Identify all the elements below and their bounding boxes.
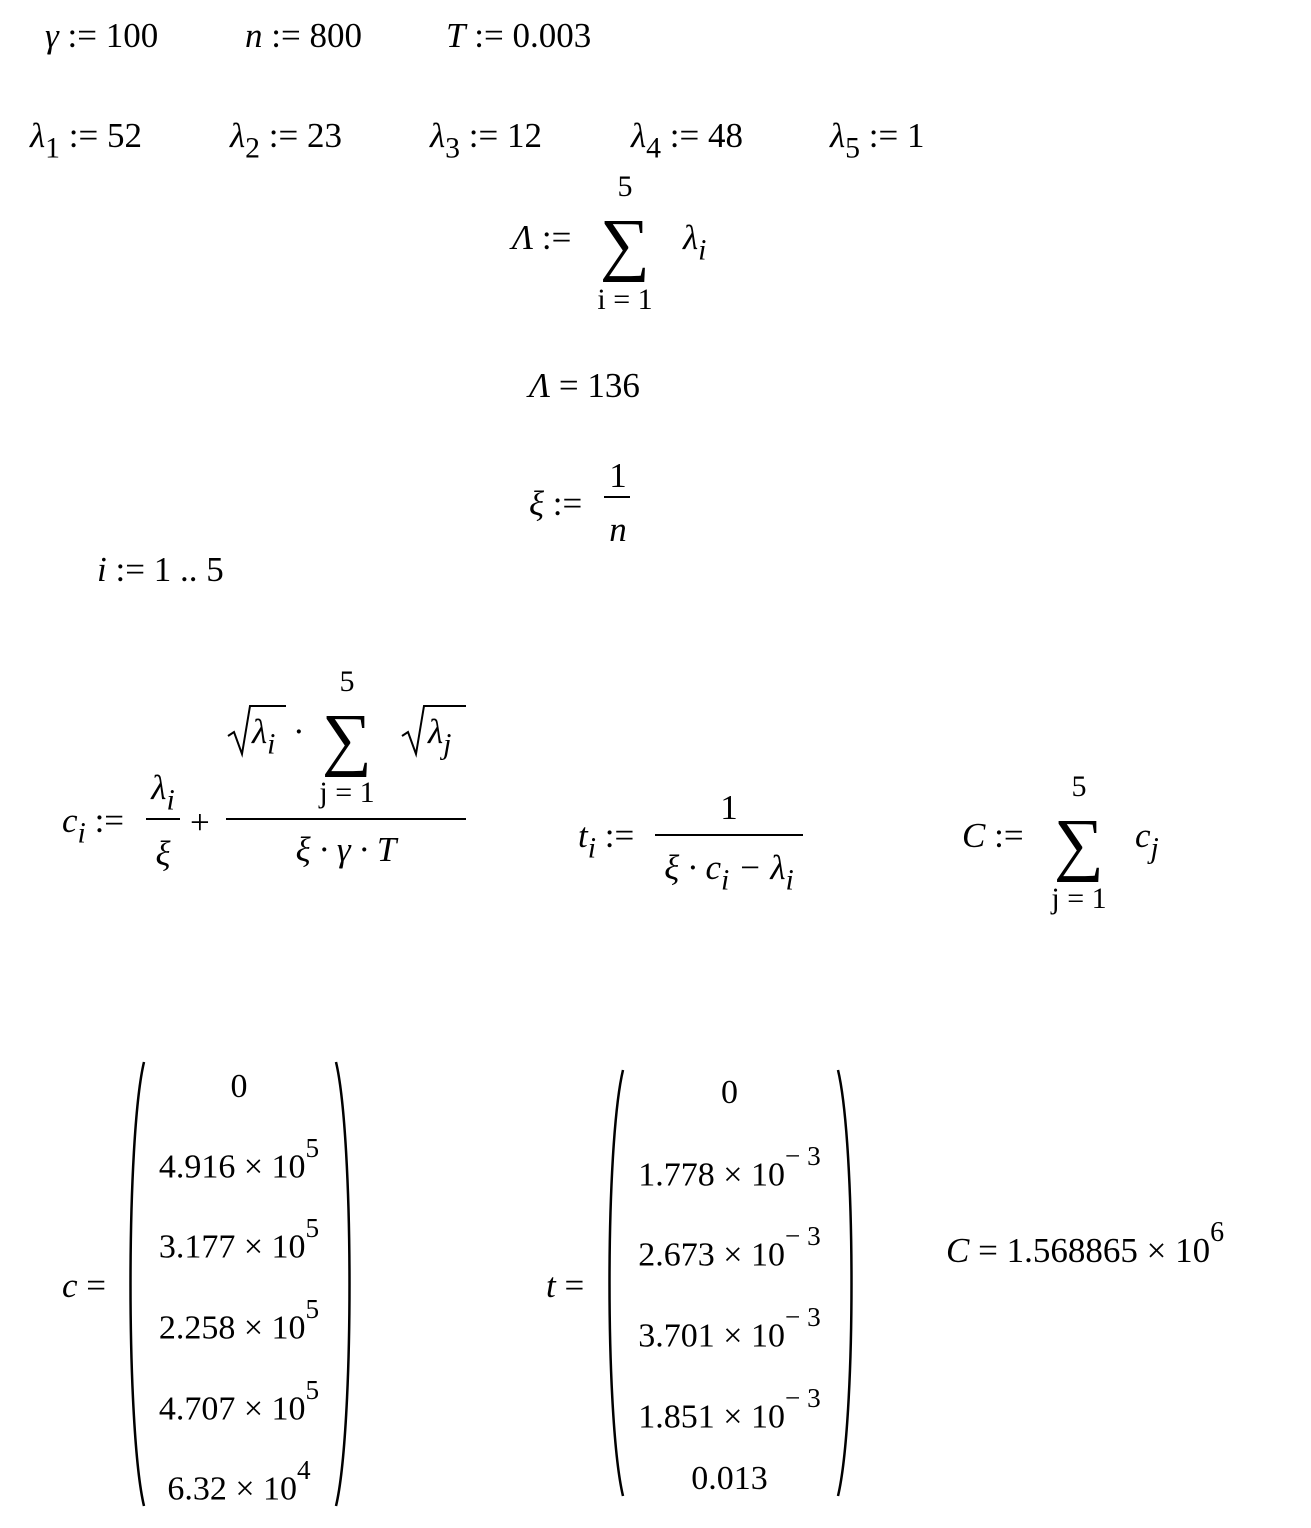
summation-icon: ∑ xyxy=(322,701,372,778)
base: 10 xyxy=(750,1156,785,1194)
n-symbol: n xyxy=(245,16,263,55)
xi-denominator: n xyxy=(609,510,627,549)
lambda-value: 52 xyxy=(107,116,143,155)
lambda-subscript: 1 xyxy=(45,131,61,165)
mantissa: 1.778 xyxy=(638,1156,715,1194)
base: 10 xyxy=(271,1390,306,1428)
assign-operator: := xyxy=(541,218,572,257)
t-vector-cell xyxy=(625,1074,834,1112)
lambda4-definition[interactable] xyxy=(631,116,744,165)
c-symbol: c xyxy=(1135,816,1151,855)
t-vector xyxy=(625,1066,834,1500)
lambda-symbol: λ xyxy=(430,116,446,155)
times-operator: × xyxy=(1146,1231,1167,1270)
range-definition[interactable] xyxy=(97,552,224,587)
sum-lower-limit: i = 1 xyxy=(597,283,653,316)
assign-operator: := xyxy=(604,816,635,855)
index-subscript: i xyxy=(267,727,276,761)
mantissa: 3.177 xyxy=(158,1228,236,1266)
lambda-symbol: λ xyxy=(428,712,444,751)
equals-operator: = xyxy=(558,366,579,405)
den-difference: − λ xyxy=(729,848,786,887)
range-variable: i xyxy=(97,550,107,589)
lambda-subscript: 5 xyxy=(845,131,861,165)
base: 10 xyxy=(1175,1231,1211,1270)
assign-operator: := xyxy=(67,16,98,55)
T-symbol: T xyxy=(446,16,466,55)
lambda-symbol: λ xyxy=(30,116,46,155)
c-vector-cell xyxy=(146,1133,332,1186)
gamma-value: 100 xyxy=(105,16,159,55)
exponent: 5 xyxy=(305,1213,320,1243)
t-symbol: t xyxy=(546,1266,556,1305)
index-subscript: i xyxy=(166,783,175,817)
exponent: − 3 xyxy=(784,1221,821,1251)
assign-operator: := xyxy=(94,801,125,840)
lambda-symbol: λ xyxy=(252,712,268,751)
right-paren-icon xyxy=(834,1066,858,1500)
plus-operator: + xyxy=(190,803,210,842)
t-vector-cell xyxy=(625,1460,834,1498)
assign-operator: := xyxy=(271,16,301,55)
lambda-symbol: λ xyxy=(683,218,699,257)
mantissa: 6.32 xyxy=(167,1470,227,1508)
exponent: 5 xyxy=(305,1133,320,1163)
index-subscript: i xyxy=(77,816,86,850)
Lambda-symbol: Λ xyxy=(512,218,534,257)
C-result[interactable] xyxy=(946,1217,1225,1270)
exponent: − 3 xyxy=(784,1141,821,1171)
mantissa: 2.258 xyxy=(158,1309,236,1347)
sqrt-lambda-i-radicand xyxy=(252,712,276,761)
assign-operator: := xyxy=(669,116,700,155)
frac1-numerator xyxy=(146,768,180,817)
den-product: ξ · c xyxy=(664,848,721,887)
mantissa: 1.851 xyxy=(638,1398,715,1436)
index-subscript: j xyxy=(443,727,452,761)
xi-definition-lhs[interactable] xyxy=(529,486,582,521)
Lambda-result[interactable] xyxy=(529,368,640,403)
t-result-lhs xyxy=(546,1268,584,1303)
lambda-subscript: 2 xyxy=(245,131,261,165)
gamma-definition[interactable] xyxy=(45,18,158,53)
base: 10 xyxy=(263,1470,298,1508)
frac1-denominator: ξ xyxy=(155,834,171,873)
index-subscript: j xyxy=(1150,831,1159,865)
t-lhs xyxy=(578,816,635,865)
t-symbol: t xyxy=(578,816,588,855)
times-operator: × xyxy=(243,1148,264,1186)
n-value: 800 xyxy=(309,16,362,55)
dot-operator: · xyxy=(293,712,305,751)
t-vector-cell xyxy=(625,1302,834,1355)
left-paren-icon xyxy=(603,1066,627,1500)
times-operator: × xyxy=(243,1309,264,1347)
lambda1-definition[interactable] xyxy=(30,116,143,165)
t-denominator xyxy=(655,848,803,897)
assign-operator: := xyxy=(68,116,99,155)
equals-operator: = xyxy=(978,1231,998,1270)
c-symbol: c xyxy=(62,801,78,840)
equals-operator: = xyxy=(86,1266,107,1305)
times-operator: × xyxy=(235,1470,255,1508)
assign-operator: := xyxy=(115,550,145,589)
xi-symbol: ξ xyxy=(529,484,544,523)
t-numerator: 1 xyxy=(720,788,738,827)
lambda-value: 48 xyxy=(708,116,744,155)
c-lhs xyxy=(62,801,125,850)
c-symbol: c xyxy=(62,1266,78,1305)
mantissa: 1.568865 xyxy=(1006,1231,1138,1270)
exponent: − 3 xyxy=(784,1383,821,1413)
base: 10 xyxy=(271,1309,306,1347)
c-vector-cell xyxy=(146,1455,332,1508)
base: 10 xyxy=(750,1317,785,1355)
mantissa: 4.707 xyxy=(158,1390,236,1428)
sum-term xyxy=(1135,816,1159,865)
fraction-bar xyxy=(146,818,180,820)
c-vector xyxy=(146,1058,332,1510)
fraction-bar xyxy=(604,496,630,498)
C-symbol: C xyxy=(946,1231,970,1270)
xi-numerator: 1 xyxy=(609,456,627,495)
lambda5-definition[interactable] xyxy=(830,116,925,165)
lambda-value: 12 xyxy=(507,116,543,155)
sum-term xyxy=(683,218,707,267)
T-definition[interactable] xyxy=(446,18,591,53)
index-subscript: i xyxy=(587,831,596,865)
range-value: 1 .. 5 xyxy=(153,550,224,589)
lambda-symbol: λ xyxy=(230,116,246,155)
mantissa: 0 xyxy=(721,1074,738,1111)
times-operator: × xyxy=(723,1317,743,1355)
T-value: 0.003 xyxy=(512,16,592,55)
fraction-bar xyxy=(655,834,803,836)
base: 10 xyxy=(750,1236,785,1274)
Lambda-symbol: Λ xyxy=(529,366,551,405)
index-subscript: i xyxy=(698,233,707,267)
t-vector-cell xyxy=(625,1383,834,1436)
sum-lower-limit: j = 1 xyxy=(319,776,375,809)
Lambda-sum-lhs[interactable] xyxy=(512,220,571,255)
mantissa: 0 xyxy=(230,1068,248,1105)
assign-operator: := xyxy=(468,116,499,155)
lambda2-definition[interactable] xyxy=(230,116,343,165)
sum-upper-limit: 5 xyxy=(617,170,633,203)
lambda-subscript: 4 xyxy=(646,131,662,165)
C-lhs xyxy=(962,818,1024,853)
index-subscript: i xyxy=(720,863,730,897)
frac2-denominator: ξ · γ · T xyxy=(295,830,397,869)
assign-operator: := xyxy=(552,484,583,523)
mantissa: 0.013 xyxy=(691,1460,768,1497)
times-operator: × xyxy=(723,1398,743,1436)
lambda-subscript: 3 xyxy=(445,131,461,165)
C-symbol: C xyxy=(962,816,986,855)
gamma-symbol: γ xyxy=(45,16,59,55)
sum-upper-limit: 5 xyxy=(339,665,355,698)
summation-icon: ∑ xyxy=(1054,806,1104,883)
mantissa: 3.701 xyxy=(638,1317,715,1355)
sum-upper-limit: 5 xyxy=(1071,770,1087,803)
equals-operator: = xyxy=(564,1266,585,1305)
exponent: 4 xyxy=(297,1455,311,1485)
c-vector-cell xyxy=(146,1213,332,1266)
times-operator: × xyxy=(243,1228,264,1266)
right-paren-icon xyxy=(332,1058,356,1510)
c-vector-cell xyxy=(146,1068,332,1106)
base: 10 xyxy=(271,1228,306,1266)
base: 10 xyxy=(271,1148,306,1186)
lambda3-definition[interactable] xyxy=(430,116,543,165)
assign-operator: := xyxy=(268,116,299,155)
mantissa: 2.673 xyxy=(638,1236,715,1274)
t-vector-cell xyxy=(625,1141,834,1194)
mantissa: 4.916 xyxy=(158,1148,236,1186)
times-operator: × xyxy=(723,1236,743,1274)
base: 10 xyxy=(750,1398,785,1436)
left-paren-icon xyxy=(124,1058,148,1510)
exponent: 6 xyxy=(1210,1217,1225,1248)
lambda-value: 23 xyxy=(307,116,343,155)
times-operator: × xyxy=(243,1390,264,1428)
assign-operator: := xyxy=(474,16,504,55)
lambda-symbol: λ xyxy=(631,116,647,155)
exponent: − 3 xyxy=(784,1302,821,1332)
c-result-lhs xyxy=(62,1268,106,1303)
sqrt-lambda-j-radicand xyxy=(428,712,452,761)
n-definition[interactable] xyxy=(245,18,362,53)
fraction-bar xyxy=(226,818,466,820)
times-operator: × xyxy=(723,1156,743,1194)
lambda-value: 1 xyxy=(907,116,925,155)
summation-icon: ∑ xyxy=(600,206,650,283)
lambda-symbol: λ xyxy=(830,116,846,155)
t-vector-cell xyxy=(625,1221,834,1274)
exponent: 5 xyxy=(305,1294,320,1324)
assign-operator: := xyxy=(868,116,899,155)
index-subscript: i xyxy=(785,863,794,897)
c-vector-cell xyxy=(146,1294,332,1347)
assign-operator: := xyxy=(994,816,1024,855)
Lambda-value: 136 xyxy=(587,366,640,405)
c-vector-cell xyxy=(146,1375,332,1428)
sum-lower-limit: j = 1 xyxy=(1051,882,1107,915)
lambda-symbol: λ xyxy=(151,768,167,807)
exponent: 5 xyxy=(305,1375,320,1405)
